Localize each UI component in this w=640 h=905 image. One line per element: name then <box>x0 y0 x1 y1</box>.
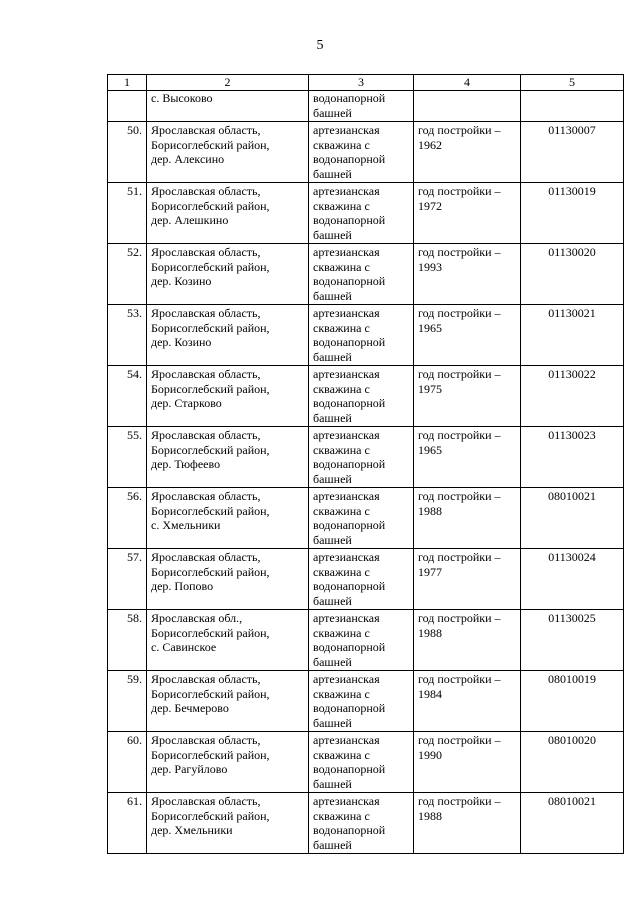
table-row <box>108 671 624 732</box>
row-number-cell: 57. <box>108 549 147 610</box>
object-type-line: скважина с <box>313 442 370 457</box>
row-number-cell: 51. <box>108 183 147 244</box>
location-line: дер. Козино <box>151 335 212 350</box>
table-row <box>108 732 624 793</box>
object-type-line: водонапорной <box>313 579 386 594</box>
object-type-line: башней <box>313 715 352 730</box>
object-type-line: скважина с <box>313 198 370 213</box>
location-line: дер. Старково <box>151 396 222 411</box>
code-cell: 01130025 <box>521 610 624 671</box>
object-type-line: артезианская <box>313 306 380 320</box>
table-row <box>108 305 624 366</box>
info-line: 1988 <box>418 503 442 518</box>
location-line: Ярославская обл., <box>151 611 243 625</box>
location-line: дер. Тюфеево <box>151 457 221 472</box>
object-type-cell <box>309 91 414 122</box>
object-type-line: скважина с <box>313 747 370 762</box>
row-number-cell: 58. <box>108 610 147 671</box>
location-line: с. Высоково <box>151 91 213 105</box>
row-number-cell: 61. <box>108 793 147 854</box>
info-cell <box>414 610 521 671</box>
location-line: Ярославская область, <box>151 489 261 503</box>
info-line: год постройки – <box>418 306 501 320</box>
object-type-line: башней <box>313 471 352 486</box>
table-row <box>108 122 624 183</box>
location-cell <box>147 427 309 488</box>
registry-table <box>107 74 624 854</box>
info-line: 1975 <box>418 381 442 396</box>
object-type-line: скважина с <box>313 503 370 518</box>
location-line: дер. Алексино <box>151 152 225 167</box>
info-cell <box>414 793 521 854</box>
object-type-cell <box>309 488 414 549</box>
location-cell <box>147 183 309 244</box>
code-cell: 01130007 <box>521 122 624 183</box>
info-line: год постройки – <box>418 733 501 747</box>
code-cell: 01130023 <box>521 427 624 488</box>
table-row <box>108 183 624 244</box>
code-cell: 08010021 <box>521 488 624 549</box>
object-type-line: скважина с <box>313 381 370 396</box>
object-type-line: водонапорной <box>313 518 386 533</box>
object-type-line: водонапорной <box>313 823 386 838</box>
location-cell <box>147 488 309 549</box>
code-cell: 08010021 <box>521 793 624 854</box>
info-cell <box>414 122 521 183</box>
code-cell <box>521 91 624 122</box>
code-cell: 08010020 <box>521 732 624 793</box>
location-line: Борисоглебский район, <box>151 259 270 274</box>
location-line: дер. Рагуйлово <box>151 762 228 777</box>
object-type-line: башней <box>313 105 352 120</box>
location-line: Ярославская область, <box>151 184 261 198</box>
location-cell <box>147 732 309 793</box>
object-type-line: башней <box>313 166 352 181</box>
code-cell: 01130021 <box>521 305 624 366</box>
object-type-line: водонапорной <box>313 91 386 105</box>
info-line: 1988 <box>418 808 442 823</box>
object-type-line: водонапорной <box>313 396 386 411</box>
info-line: год постройки – <box>418 367 501 381</box>
object-type-cell <box>309 183 414 244</box>
object-type-line: башней <box>313 288 352 303</box>
location-line: Ярославская область, <box>151 306 261 320</box>
location-line: Борисоглебский район, <box>151 808 270 823</box>
location-line: Борисоглебский район, <box>151 442 270 457</box>
location-line: Борисоглебский район, <box>151 381 270 396</box>
table-body <box>108 91 624 854</box>
table-row <box>108 793 624 854</box>
row-number-cell: 50. <box>108 122 147 183</box>
object-type-line: водонапорной <box>313 274 386 289</box>
location-line: Борисоглебский район, <box>151 686 270 701</box>
object-type-line: артезианская <box>313 245 380 259</box>
location-line: Ярославская область, <box>151 550 261 564</box>
object-type-cell <box>309 122 414 183</box>
object-type-line: башней <box>313 776 352 791</box>
location-cell <box>147 793 309 854</box>
table-row <box>108 488 624 549</box>
info-cell <box>414 91 521 122</box>
info-line: год постройки – <box>418 428 501 442</box>
info-cell <box>414 549 521 610</box>
object-type-line: скважина с <box>313 259 370 274</box>
location-cell <box>147 91 309 122</box>
info-cell <box>414 305 521 366</box>
location-line: с. Хмельники <box>151 518 221 533</box>
info-cell <box>414 488 521 549</box>
code-cell: 01130020 <box>521 244 624 305</box>
code-cell: 01130019 <box>521 183 624 244</box>
info-line: 1984 <box>418 686 442 701</box>
object-type-line: скважина с <box>313 686 370 701</box>
location-line: Ярославская область, <box>151 733 261 747</box>
object-type-line: водонапорной <box>313 213 386 228</box>
object-type-line: артезианская <box>313 794 380 808</box>
location-line: Ярославская область, <box>151 367 261 381</box>
object-type-line: водонапорной <box>313 335 386 350</box>
info-cell <box>414 183 521 244</box>
column-header: 3 <box>309 75 414 91</box>
column-header: 2 <box>147 75 309 91</box>
location-line: с. Савинское <box>151 640 217 655</box>
info-cell <box>414 427 521 488</box>
table-row <box>108 427 624 488</box>
location-line: дер. Хмельники <box>151 823 233 838</box>
object-type-cell <box>309 427 414 488</box>
info-cell <box>414 671 521 732</box>
code-cell: 01130022 <box>521 366 624 427</box>
location-line: дер. Козино <box>151 274 212 289</box>
object-type-line: башней <box>313 837 352 852</box>
row-number-cell: 56. <box>108 488 147 549</box>
object-type-line: водонапорной <box>313 457 386 472</box>
page-number: 5 <box>316 38 324 53</box>
object-type-line: водонапорной <box>313 152 386 167</box>
info-line: год постройки – <box>418 672 501 686</box>
location-line: дер. Бечмерово <box>151 701 229 716</box>
object-type-line: артезианская <box>313 123 380 137</box>
location-line: Борисоглебский район, <box>151 198 270 213</box>
object-type-line: скважина с <box>313 137 370 152</box>
object-type-line: водонапорной <box>313 701 386 716</box>
location-line: Борисоглебский район, <box>151 320 270 335</box>
row-number-cell: 55. <box>108 427 147 488</box>
object-type-line: башней <box>313 532 352 547</box>
location-line: Борисоглебский район, <box>151 137 270 152</box>
location-cell <box>147 366 309 427</box>
column-header: 1 <box>108 75 147 91</box>
info-line: год постройки – <box>418 611 501 625</box>
object-type-line: артезианская <box>313 672 380 686</box>
object-type-line: башней <box>313 593 352 608</box>
location-line: дер. Алешкино <box>151 213 229 228</box>
row-number-cell: 54. <box>108 366 147 427</box>
location-line: Ярославская область, <box>151 428 261 442</box>
object-type-cell <box>309 305 414 366</box>
row-number-cell <box>108 91 147 122</box>
location-line: Борисоглебский район, <box>151 747 270 762</box>
header-row <box>108 75 624 91</box>
object-type-line: артезианская <box>313 611 380 625</box>
info-line: 1988 <box>418 625 442 640</box>
info-line: 1965 <box>418 320 442 335</box>
table-row <box>108 244 624 305</box>
info-line: год постройки – <box>418 123 501 137</box>
object-type-line: башней <box>313 349 352 364</box>
location-line: Ярославская область, <box>151 123 261 137</box>
info-cell <box>414 732 521 793</box>
row-number-cell: 53. <box>108 305 147 366</box>
location-line: Борисоглебский район, <box>151 625 270 640</box>
location-line: дер. Попово <box>151 579 214 594</box>
object-type-line: скважина с <box>313 808 370 823</box>
location-cell <box>147 610 309 671</box>
row-number-cell: 59. <box>108 671 147 732</box>
object-type-line: скважина с <box>313 320 370 335</box>
object-type-cell <box>309 671 414 732</box>
location-line: Борисоглебский район, <box>151 503 270 518</box>
row-number-cell: 60. <box>108 732 147 793</box>
object-type-cell <box>309 549 414 610</box>
object-type-line: артезианская <box>313 184 380 198</box>
column-header: 4 <box>414 75 521 91</box>
location-cell <box>147 244 309 305</box>
table-row <box>108 549 624 610</box>
object-type-line: водонапорной <box>313 640 386 655</box>
object-type-cell <box>309 732 414 793</box>
table-row <box>108 366 624 427</box>
object-type-line: водонапорной <box>313 762 386 777</box>
table-row <box>108 610 624 671</box>
object-type-line: скважина с <box>313 564 370 579</box>
object-type-cell <box>309 366 414 427</box>
object-type-line: артезианская <box>313 367 380 381</box>
info-line: год постройки – <box>418 184 501 198</box>
object-type-line: башней <box>313 227 352 242</box>
location-cell <box>147 122 309 183</box>
object-type-line: артезианская <box>313 550 380 564</box>
location-line: Борисоглебский район, <box>151 564 270 579</box>
object-type-cell <box>309 244 414 305</box>
info-line: год постройки – <box>418 550 501 564</box>
object-type-line: башней <box>313 410 352 425</box>
info-line: 1972 <box>418 198 442 213</box>
info-line: 1990 <box>418 747 442 762</box>
location-cell <box>147 305 309 366</box>
row-number-cell: 52. <box>108 244 147 305</box>
location-cell <box>147 549 309 610</box>
info-cell <box>414 244 521 305</box>
info-cell <box>414 366 521 427</box>
object-type-cell <box>309 793 414 854</box>
location-cell <box>147 671 309 732</box>
continuation-row <box>108 91 624 122</box>
info-line: 1965 <box>418 442 442 457</box>
code-cell: 01130024 <box>521 549 624 610</box>
info-line: год постройки – <box>418 245 501 259</box>
code-cell: 08010019 <box>521 671 624 732</box>
object-type-line: артезианская <box>313 733 380 747</box>
column-header: 5 <box>521 75 624 91</box>
location-line: Ярославская область, <box>151 794 261 808</box>
location-line: Ярославская область, <box>151 672 261 686</box>
info-line: год постройки – <box>418 794 501 808</box>
object-type-line: артезианская <box>313 428 380 442</box>
object-type-line: артезианская <box>313 489 380 503</box>
object-type-line: скважина с <box>313 625 370 640</box>
info-line: год постройки – <box>418 489 501 503</box>
location-line: Ярославская область, <box>151 245 261 259</box>
info-line: 1977 <box>418 564 442 579</box>
info-line: 1993 <box>418 259 442 274</box>
info-line: 1962 <box>418 137 442 152</box>
object-type-cell <box>309 610 414 671</box>
object-type-line: башней <box>313 654 352 669</box>
